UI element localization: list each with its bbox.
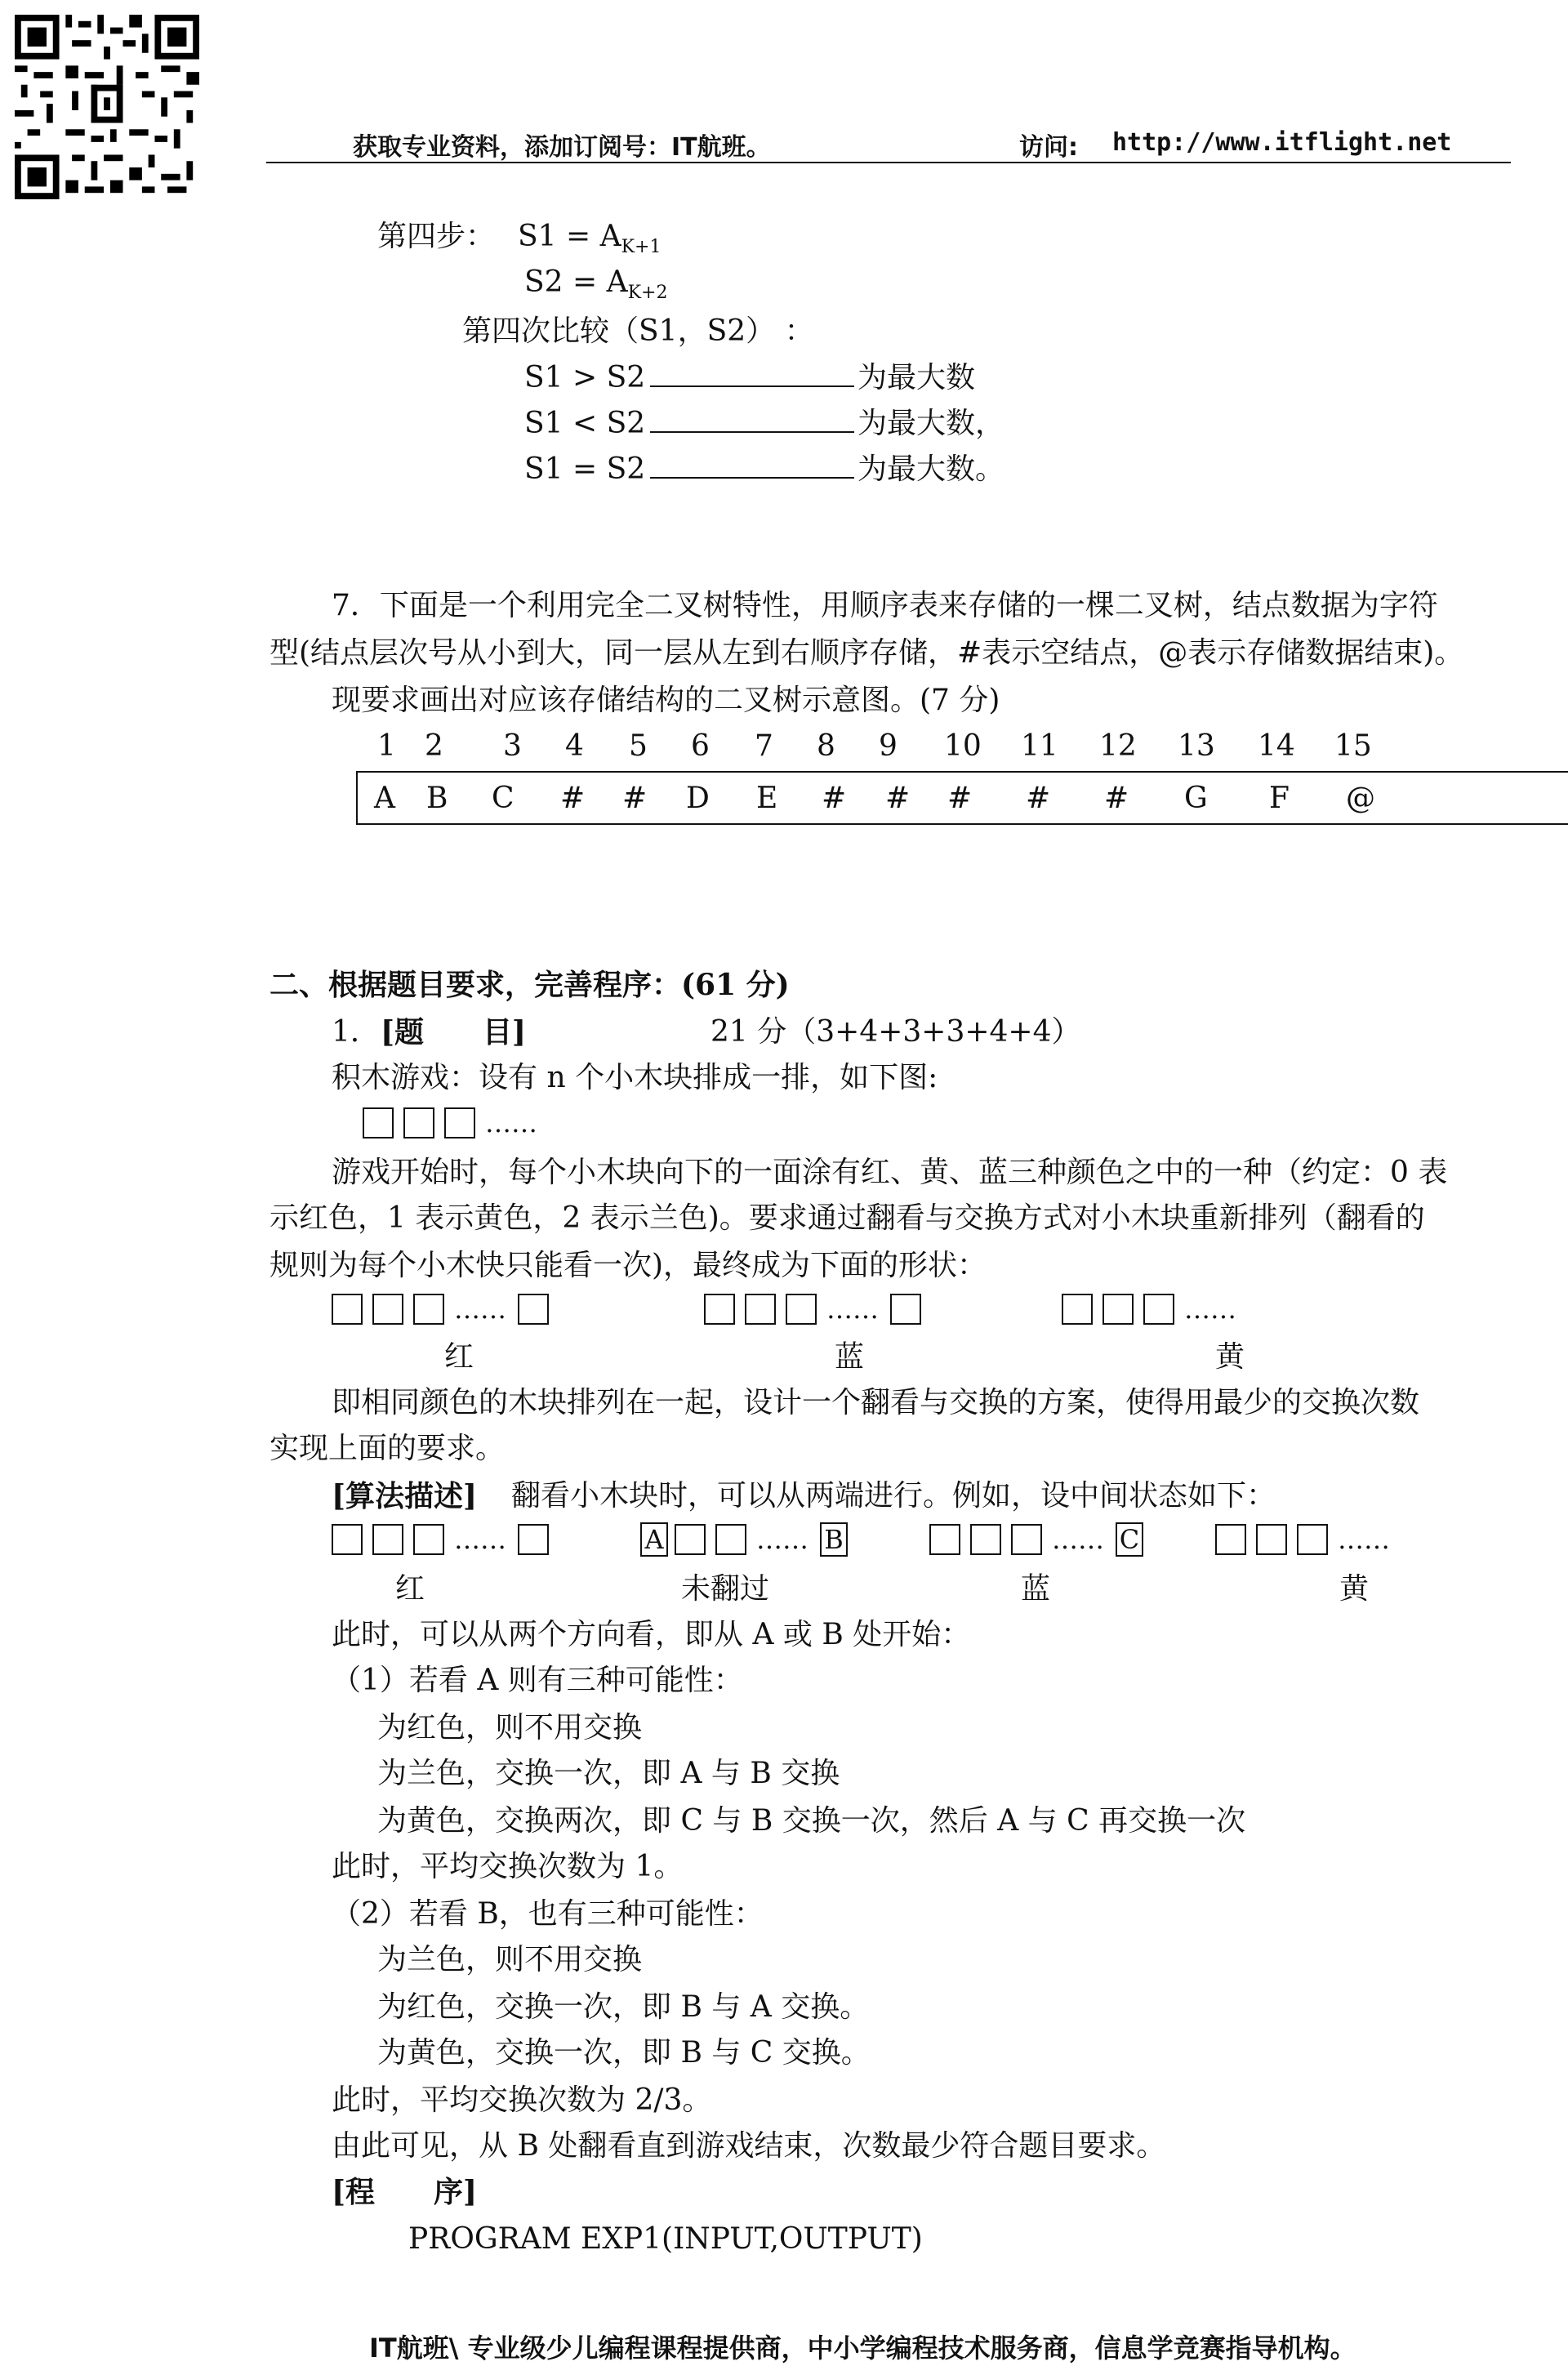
step4-compare: 第四次比较（S1，S2） ： [462, 314, 814, 348]
value-cell: A [374, 782, 395, 815]
q1-number: 1． [332, 1015, 380, 1049]
state-group-yellow [1215, 1524, 1401, 1555]
value-cell: B [426, 782, 448, 815]
value-cell: # [885, 782, 911, 815]
ellipsis: …… [1052, 1524, 1104, 1555]
q7-line-1: 7．下面是一个利用完全二叉树特性，用顺序表来存储的一棵二叉树，结点数据为字符 [332, 589, 1438, 622]
ellipsis: …… [485, 1107, 537, 1138]
q1-para-2-line-1: 游戏开始时，每个小木块向下的一面涂有红、黄、蓝三种颜色之中的一种（约定：0 表 [332, 1156, 1448, 1189]
step4-row-2: S1 < S2 为最大数， [524, 407, 1005, 440]
index-cell: 7 [755, 729, 773, 763]
explain-line: （1）若看 A 则有三种可能性： [332, 1664, 743, 1697]
state-label-unflipped: 未翻过 [681, 1572, 770, 1606]
q1-para-3-line-1: 即相同颜色的木块排列在一起，设计一个翻看与交换的方案，使得用最少的交换次数 [332, 1386, 1420, 1419]
header-url-link[interactable]: http://www.itflight.net [1112, 128, 1452, 157]
state-label-yellow: 黄 [1339, 1572, 1370, 1606]
step4-row-3: S1 = S2 为最大数。 [524, 452, 1005, 486]
block [1062, 1294, 1093, 1325]
explain-line: 为兰色，交换一次，即 A 与 B 交换 [377, 1757, 840, 1790]
q7-line-2: 型(结点层次号从小到大，同一层从左到右顺序存储，#表示空结点，@表示存储数据结束)。 [270, 636, 1464, 670]
block [413, 1294, 444, 1325]
q7-line-3: 现要求画出对应该存储结构的二叉树示意图。(7 分) [332, 684, 1000, 717]
block [715, 1524, 746, 1555]
block [745, 1294, 776, 1325]
explain-line: （2）若看 B，也有三种可能性： [332, 1897, 764, 1931]
block [970, 1524, 1001, 1555]
value-cell: F [1269, 782, 1290, 815]
explain-line: 为兰色，则不用交换 [377, 1943, 643, 1976]
q1-score: 21 分（3+4+3+3+4+4） [710, 1015, 1081, 1049]
value-cell: @ [1346, 782, 1375, 815]
block [1215, 1524, 1246, 1555]
algo-text: 翻看小木块时，可以从两端进行。例如，设中间状态如下： [511, 1479, 1276, 1513]
block [363, 1107, 394, 1138]
header-visit-label: 访问: [1019, 133, 1078, 162]
index-cell: 6 [691, 729, 710, 763]
value-cell: # [560, 782, 586, 815]
block [444, 1107, 475, 1138]
index-cell: 14 [1258, 729, 1295, 763]
block [1143, 1294, 1174, 1325]
block-group-red [332, 1294, 559, 1325]
index-cell: 15 [1334, 729, 1372, 763]
block-c: C [1116, 1522, 1143, 1557]
value-cell: # [1104, 782, 1129, 815]
explain-line: 为红色，则不用交换 [377, 1711, 643, 1744]
qr-code [15, 15, 199, 199]
block [786, 1294, 817, 1325]
block-group-blue [704, 1294, 931, 1325]
explain-line: 为黄色，交换两次，即 C 与 B 交换一次，然后 A 与 C 再交换一次 [377, 1804, 1246, 1838]
block-group-yellow [1062, 1294, 1248, 1325]
label-yellow: 黄 [1215, 1340, 1245, 1374]
value-cell: G [1184, 782, 1208, 815]
q1-para-2-line-3: 规则为每个小木快只能看一次)，最终成为下面的形状： [270, 1249, 987, 1282]
ellipsis: …… [826, 1294, 879, 1325]
q1-para-3-line-2: 实现上面的要求。 [270, 1432, 506, 1465]
index-cell: 5 [629, 729, 648, 763]
label-blue: 蓝 [835, 1340, 865, 1374]
block [890, 1294, 921, 1325]
index-cell: 3 [503, 729, 522, 763]
block-row-initial [363, 1107, 549, 1138]
algo-label: [算法描述] [332, 1479, 478, 1513]
explain-line: 此时，可以从两个方向看，即从 A 或 B 处开始： [332, 1618, 971, 1651]
section2-title: 二、根据题目要求，完善程序：(61 分) [270, 968, 790, 1002]
footer-text: IT航班\ 专业级少儿编程课程提供商，中小学编程技术服务商，信息学竞赛指导机构。 [369, 2333, 1356, 2364]
block [518, 1294, 549, 1325]
block [518, 1524, 549, 1555]
ellipsis: …… [1184, 1294, 1236, 1325]
index-cell: 10 [944, 729, 982, 763]
explain-line: 此时，平均交换次数为 2/3。 [332, 2083, 712, 2117]
block [675, 1524, 706, 1555]
label-red: 红 [444, 1340, 474, 1374]
block [403, 1107, 434, 1138]
explain-line: 为黄色，交换一次，即 B 与 C 交换。 [377, 2036, 871, 2070]
step4-s2: $S2 = A_{K+2}$ [524, 265, 668, 303]
index-cell: 12 [1099, 729, 1137, 763]
header-rule [266, 162, 1511, 163]
value-cell: # [822, 782, 847, 815]
index-cell: 4 [565, 729, 584, 763]
q1-para-2-line-2: 示红色，1 表示黄色，2 表示兰色)。要求通过翻看与交换方式对小木块重新排列（翻看的 [270, 1201, 1425, 1235]
value-cell: # [1026, 782, 1051, 815]
value-cell: E [756, 782, 778, 815]
block [372, 1524, 403, 1555]
ellipsis: …… [454, 1294, 506, 1325]
block [704, 1294, 735, 1325]
state-group-blue [929, 1522, 1150, 1557]
index-cell: 2 [425, 729, 443, 763]
q1-label: [题 目] [381, 1015, 527, 1049]
state-label-red: 红 [395, 1572, 425, 1606]
explain-line: 由此可见，从 B 处翻看直到游戏结束，次数最少符合题目要求。 [332, 2129, 1166, 2163]
q1-para-1: 积木游戏：设有 n 个小木块排成一排，如下图: [332, 1061, 938, 1094]
program-label: [程 序] [332, 2175, 478, 2209]
block [1011, 1524, 1042, 1555]
value-cell: # [622, 782, 648, 815]
index-cell: 8 [817, 729, 835, 763]
state-group-red [332, 1524, 559, 1555]
block-b: B [820, 1522, 848, 1557]
block [332, 1294, 363, 1325]
block [929, 1524, 960, 1555]
block [1256, 1524, 1287, 1555]
explain-line: 此时，平均交换次数为 1。 [332, 1850, 684, 1883]
index-cell: 9 [879, 729, 898, 763]
header-left-text: 获取专业资料，添加订阅号：IT航班。 [353, 133, 771, 162]
step4-title: 第四步： [377, 220, 496, 253]
block-a: A [640, 1522, 668, 1557]
step4-s1: $S1 = A_{K+1}$ [518, 220, 662, 257]
state-label-blue: 蓝 [1021, 1572, 1051, 1606]
index-cell: 13 [1178, 729, 1215, 763]
explain-line: 为红色，交换一次，即 B 与 A 交换。 [377, 1990, 870, 2024]
state-group-unflipped [640, 1522, 854, 1557]
program-line: PROGRAM EXP1(INPUT,OUTPUT) [408, 2222, 923, 2256]
index-cell: 11 [1021, 729, 1058, 763]
block [1297, 1524, 1328, 1555]
block [372, 1294, 403, 1325]
index-cell: 1 [377, 729, 396, 763]
value-cell: # [947, 782, 973, 815]
value-cell: D [686, 782, 710, 815]
ellipsis: …… [756, 1524, 808, 1555]
step4-row-1: S1 > S2 为最大数 [524, 361, 976, 394]
block [1102, 1294, 1134, 1325]
value-cell: C [492, 782, 514, 815]
ellipsis: …… [454, 1524, 506, 1555]
block [413, 1524, 444, 1555]
block [332, 1524, 363, 1555]
ellipsis: …… [1338, 1524, 1390, 1555]
